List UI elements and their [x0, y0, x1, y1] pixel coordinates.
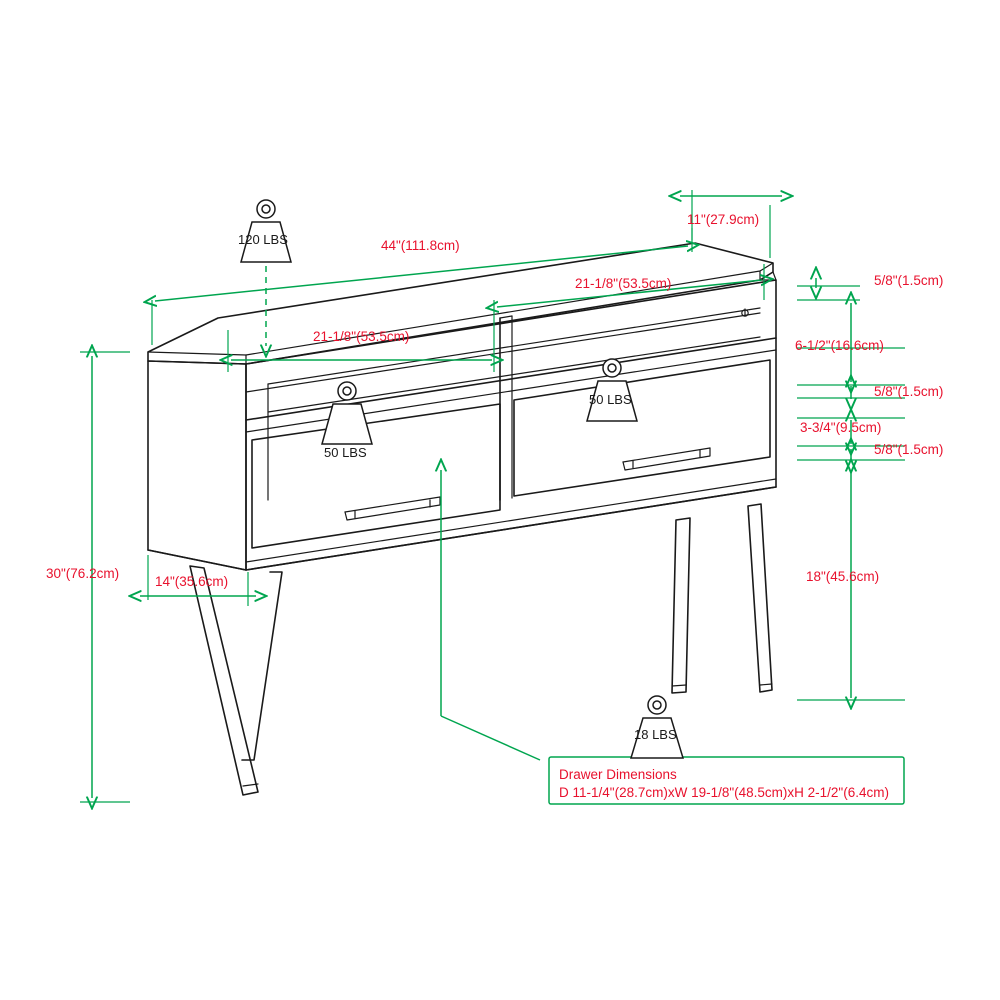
- dim-label-overall-depth: 11"(27.9cm): [687, 212, 760, 227]
- dim-label-top-right-compartment-width: 21-1/8"(53.5cm): [575, 276, 672, 291]
- weight-label-50-left: 50 LBS: [324, 445, 367, 460]
- dim-label-top-left-compartment-width: 21-1/8"(53.5cm): [313, 329, 410, 344]
- dim-label-drawer-front-height: 3-3/4"(9.5cm): [800, 420, 882, 435]
- dim-label-top-panel-thickness: 5/8"(1.5cm): [874, 273, 944, 288]
- weight-badge-50-left: [322, 382, 372, 444]
- dim-label-leg-height: 18"(45.6cm): [806, 569, 880, 584]
- dim-label-shelf-thickness: 5/8"(1.5cm): [874, 384, 944, 399]
- dim-label-overall-width: 44"(111.8cm): [381, 238, 460, 253]
- dim-label-leg-span-depth: 14"(35.6cm): [155, 574, 229, 589]
- dim-label-overall-height: 30"(76.2cm): [46, 566, 120, 581]
- drawer-dimensions-line1: Drawer Dimensions: [559, 767, 677, 782]
- weight-badge-50-right: [587, 359, 637, 421]
- weight-label-18: 18 LBS: [634, 727, 677, 742]
- drawer-dimensions-line2: D 11-1/4"(28.7cm)xW 19-1/8"(48.5cm)xH 2-1/2"(6.4cm): [559, 785, 889, 800]
- weight-badge-120: [241, 200, 291, 346]
- dim-label-open-shelf-height: 6-1/2"(16.6cm): [795, 338, 884, 353]
- dim-label-bottom-panel-thickness: 5/8"(1.5cm): [874, 442, 944, 457]
- weight-label-50-right: 50 LBS: [589, 392, 632, 407]
- weight-label-120: 120 LBS: [238, 232, 288, 247]
